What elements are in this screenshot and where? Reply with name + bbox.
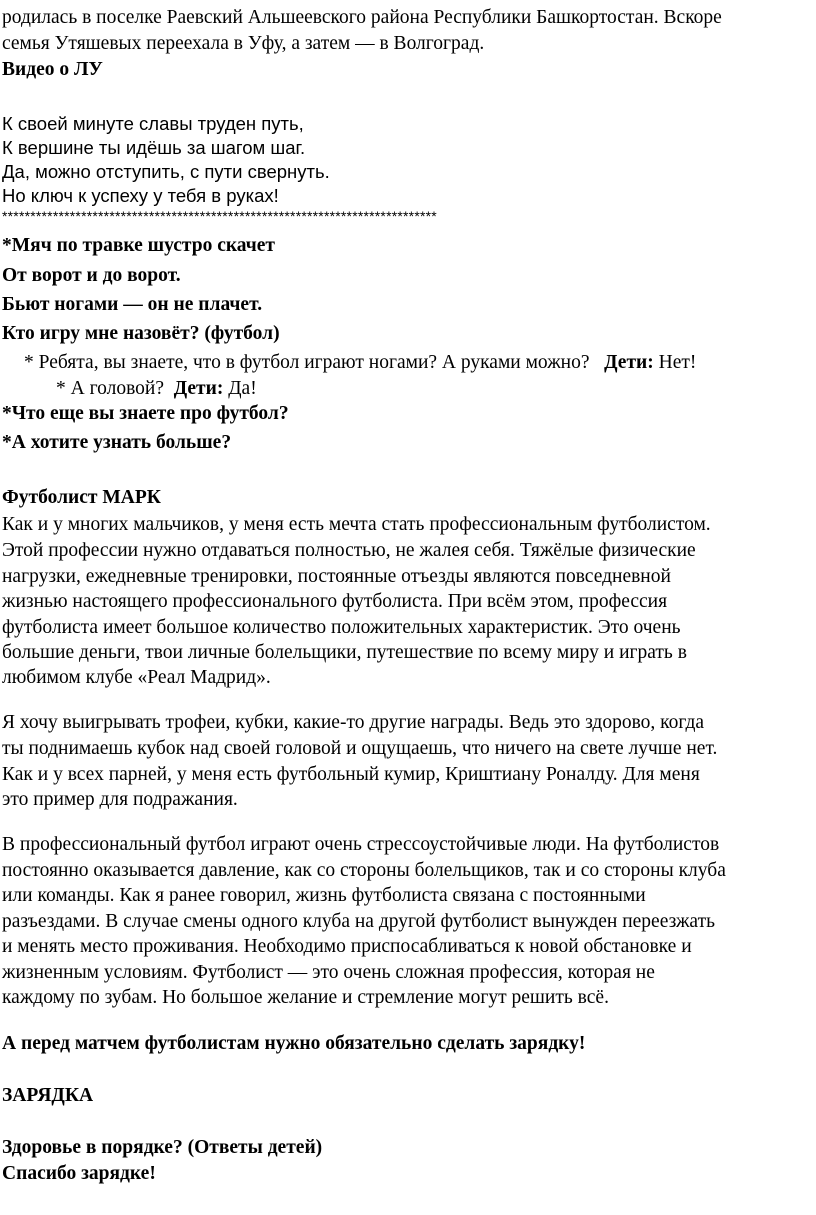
question-line: *А хотите узнать больше? <box>2 432 232 453</box>
riddle-line: Бьют ногами — он не плачет. <box>2 294 263 315</box>
para3-line: разъездами. В случае смены одного клуба на другой футболист вынужден переезжать <box>2 911 715 932</box>
intro-line: родилась в поселке Раевский Альшеевского района Республики Башкортостан. Вскоре <box>2 7 722 28</box>
para3-line: В профессиональный футбол играют очень стрессоустойчивые люди. На футболистов <box>2 834 720 855</box>
dialog-line-1 <box>24 351 696 375</box>
para3-line: или команды. Как я ранее говорил, жизнь футболиста связана с постоянными <box>2 885 646 906</box>
para1-line: жизнью настоящего профессионального футболиста. При всём этом, профессия <box>2 591 668 612</box>
dialog-answer: Да! <box>223 378 257 399</box>
para1-line: любимом клубе «Реал Мадрид». <box>2 667 271 688</box>
para1-line: Как и у многих мальчиков, у меня есть мечта стать профессиональным футболистом. <box>2 514 711 535</box>
separator-line: ***************************************************************************** <box>2 208 437 224</box>
question-line: *Что еще вы знаете про футбол? <box>2 403 289 424</box>
closing-line: Спасибо зарядке! <box>2 1163 156 1184</box>
para2-line: это пример для подражания. <box>2 789 238 810</box>
para3-line: каждому по зубам. Но большое желание и стремление могут решить всё. <box>2 987 609 1008</box>
mark-heading: Футболист МАРК <box>2 487 161 508</box>
poem-line: К своей минуте славы труден путь, <box>2 113 304 134</box>
para3-line: и менять место проживания. Необходимо приспосабливаться к новой обстановке и <box>2 936 692 957</box>
para3-line: постоянно оказывается давление, как со стороны болельщиков, так и со стороны клуба <box>2 860 726 881</box>
para1-line: большие деньги, твои личные болельщики, путешествие по всему миру и играть в <box>2 642 687 663</box>
dialog-answer-label: Дети: <box>173 378 224 399</box>
para2-line: Как и у всех парней, у меня есть футбольный кумир, Криштиану Роналду. Для меня <box>2 764 700 785</box>
riddle-line: Кто игру мне назовёт? (футбол) <box>2 323 280 344</box>
para1-line: нагрузки, ежедневные тренировки, постоянные отъезды являются повседневной <box>2 566 671 587</box>
para1-line: футболиста имеет большое количество положительных характеристик. Это очень <box>2 617 681 638</box>
riddle-line: *Мяч по травке шустро скачет <box>2 235 276 256</box>
intro-line: семья Утяшевых переехала в Уфу, а затем — в Волгоград. <box>2 33 485 54</box>
dialog-answer-label: Дети: <box>604 352 654 373</box>
para3-line: жизненным условиям. Футболист — это очень сложная профессия, которая не <box>2 962 655 983</box>
closing-line: Здоровье в порядке? (Ответы детей) <box>2 1137 323 1158</box>
poem-line: Но ключ к успеху у тебя в руках! <box>2 185 279 206</box>
warmup-call: А перед матчем футболистам нужно обязательно сделать зарядку! <box>2 1033 586 1054</box>
poem-line: К вершине ты идёшь за шагом шаг. <box>2 137 306 158</box>
video-heading: Видео о ЛУ <box>2 59 103 80</box>
para2-line: ты поднимаешь кубок над своей головой и ощущаешь, что ничего на свете лучше нет. <box>2 738 718 759</box>
dialog-line-2 <box>56 377 257 401</box>
dialog-question: * Ребята, вы знаете, что в футбол играют ногами? А руками можно? <box>24 352 590 373</box>
riddle-line: От ворот и до ворот. <box>2 265 181 286</box>
poem-line: Да, можно отступить, с пути свернуть. <box>2 161 330 182</box>
para1-line: Этой профессии нужно отдаваться полностью, не жалея себя. Тяжёлые физические <box>2 540 696 561</box>
dialog-answer: Нет! <box>653 352 697 373</box>
para2-line: Я хочу выигрывать трофеи, кубки, какие-то другие награды. Ведь это здорово, когда <box>2 712 705 733</box>
dialog-question: * А головой? <box>56 378 164 399</box>
warmup-heading: ЗАРЯДКА <box>2 1085 94 1106</box>
